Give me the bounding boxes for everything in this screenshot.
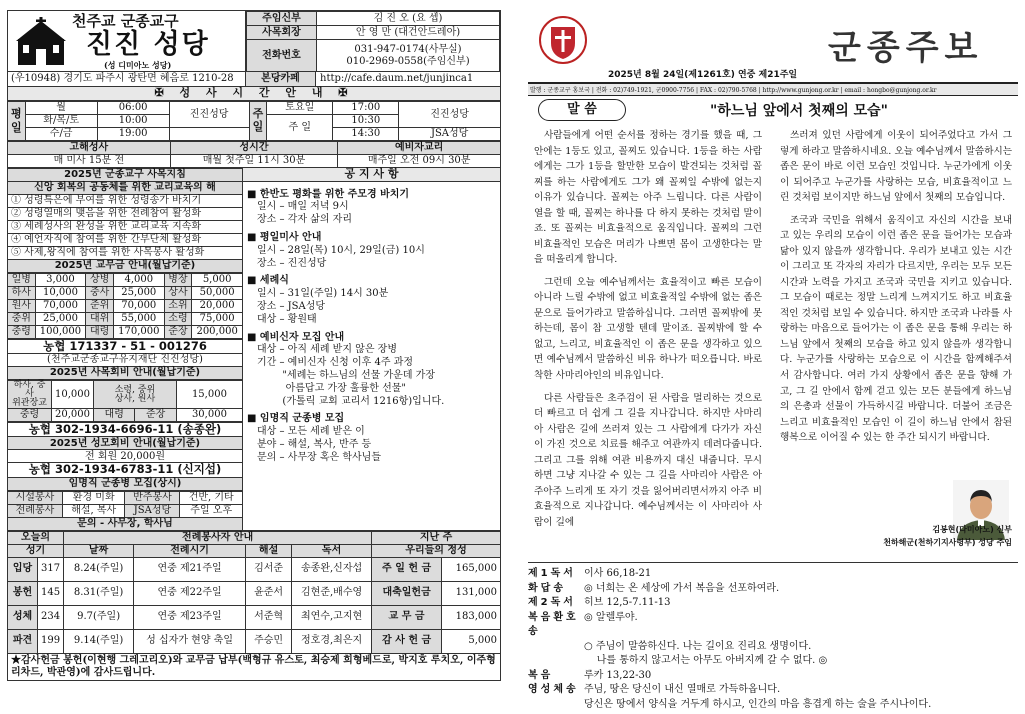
reading-text: ◎ 너희는 온 세상에 가서 복음을 선포하여라. [584, 582, 780, 594]
notice-list [243, 182, 501, 531]
vol-area: JSA성당 [125, 504, 180, 517]
notice-line: (가톨릭 교회 교리서 1216항)입니다. [257, 395, 445, 407]
notice-line: 대상 – 아직 세례 받지 않은 장병 [257, 344, 397, 356]
dues-table [7, 273, 243, 339]
reading-row [528, 669, 1018, 684]
cafe-label: 본당카페 [246, 72, 316, 86]
dues-amount: 75,000 [192, 313, 243, 326]
council-fee-title: 2025년 사목회비 안내(월납기준) [8, 367, 243, 380]
reading-label: 복음 [528, 669, 554, 681]
author-name: 김봉현(다미아노) 신부 [932, 525, 1012, 534]
mass-place: 진진성당 [169, 102, 249, 128]
fee-value: 20,000 [52, 409, 94, 422]
sermon-column-1 [534, 128, 762, 537]
dues-rank: 원사 [8, 300, 36, 313]
notice-line: 아름답고 가장 훌륭한 선물" [257, 382, 407, 394]
stats-ov: 131,000 [442, 581, 501, 605]
word-section-label: 말 씀 [538, 99, 626, 121]
reading-row [528, 567, 1018, 582]
stats-season: 연중 제21주일 [134, 557, 246, 581]
mass-day: 수/금 [25, 128, 97, 141]
vol-area: 전례봉사 [8, 504, 63, 517]
vol-detail: 환경 미화 [62, 491, 125, 504]
bank-holder: (천주교군종교구유지재단 진진성당) [8, 354, 243, 367]
mass-sunday-time: 14:30 [333, 128, 399, 141]
author-signature [883, 524, 1012, 550]
dues-rank: 중위 [8, 313, 36, 326]
stats-subheader: 해설 [246, 544, 292, 557]
pastoral-item: ⑤ 사제,왕직에 참여를 위한 사목봉사 활성화 [8, 247, 243, 260]
catechism-time: 매주일 오전 09시 30분 [338, 155, 501, 168]
weekday-label: 평일 [8, 102, 26, 141]
parish-header [7, 10, 501, 72]
notice-line: 일시 – 28일(목) 10시, 29일(금) 10시 [257, 244, 425, 256]
sermon-paragraph: 조국과 국민을 위해서 움직이고 자신의 시간을 보내고 있는 우리의 모습이 이런 좁은 문을 들어가는 모습과 닮아 있지 않을까 생각합니다. 우리가 보내고 있는 시간이 그리고 또 각자의 자리가 다르지만, 우리는 모두 모든 시간과 노력을 가지고 조국과 국민을 지키고 있습니다. 그 모습이 때로는 정말 느리게 느껴지기도 하고 비효율적인 것처럼 보일 수 있습니다. 하지만 조국과 나라를 사랑하는 마음으로 들어가는 이 좁은 문을 통해 우리는 하느님 앞에서 첫째의 모습을 하고 있지 않을까 생각합니다. 누군가를 사랑하는 모습으로 이 시간을 함께해주셔서 감사합니다. 여러 가지 상황에서 좁은 문을 향해 가고, 그 길 안에서 함께 걷고 있는 모든 분들에게 하느님의 은총과 선물이 가득하시길 바랍니다. 더불어 조금은 느리고 비효율적인 모습인 이 길이 하느님 안에서 참된 행복으로 이어질 수 있는 한 주간 되시기 바랍니다. [780, 214, 1012, 444]
sermon-paragraph: 사람들에게 어떤 순서를 정하는 경기를 했을 때, 그 안에는 1등도 있고, 꼴찌도 있습니다. 1등을 하는 사람에게는 그가 1등을 할만한 모습이 발견되는 것처럼 꼴찌를 하는 사람에게도 그가 왜 꼴찌일 수밖에 없는지 이유가 있습니다. 꼴찌는 아주 느립니다. 다른 사람이 열을 할 때, 꼴찌는 하나를 다 하지 못하는 것처럼 말이죠. 또 꼴찌는 비효율적으로 움직입니다. 꼴찌의 그런 비효율적인 모습은 머리가 나쁘면 몸이 고생한다는 말을 떠올리게 합니다. [534, 130, 762, 266]
dues-rank: 대령 [86, 326, 114, 339]
vol-area: 시설봉사 [8, 491, 63, 504]
notice-line: "세례는 하느님의 선물 가운데 가장 [257, 370, 435, 381]
stats-header: 지난 주 [372, 531, 501, 544]
mass-time: 10:00 [97, 115, 169, 128]
reading-text: 나를 통하지 않고서는 아무도 아버지께 갈 수 없다. ◎ [584, 655, 828, 666]
stats-ok: 주 일 헌 금 [372, 557, 442, 581]
notice-line: 장소 – 각자 삶의 자리 [257, 214, 352, 226]
notice-line: 분야 – 해설, 복사, 반주 등 [257, 438, 372, 450]
mass-day: 화/목/토 [25, 115, 97, 128]
reading-row [528, 654, 1018, 669]
reading-row [528, 698, 1018, 713]
church-name: 진진 성당 [86, 29, 210, 60]
confession-time: 매 미사 15분 전 [8, 155, 171, 168]
reading-text: 당신은 땅에서 양식을 거두게 하시고, 인간의 마음 흥겹게 하는 술을 주시나이다. [584, 698, 932, 710]
dues-rank: 대위 [86, 313, 114, 326]
vol-detail: 해설, 복사 [62, 504, 125, 517]
fee-rank: 소령, 중위 상사, 원사 [94, 381, 177, 409]
stats-ok: 교 무 금 [372, 605, 442, 629]
dues-rank: 일병 [8, 274, 36, 287]
reading-text: 루카 13,22-30 [584, 669, 652, 681]
stats-subheader: 전례시기 [134, 544, 246, 557]
dues-rank: 준위 [86, 300, 114, 313]
contact-value: 031-947-0174(사무실) 010-2969-0558(주임신부) [317, 40, 500, 72]
stats-season: 연중 제23주일 [134, 605, 246, 629]
stats-rd: 송종완,신자섭 [292, 557, 372, 581]
mass-sunday-time: 10:30 [333, 115, 399, 128]
stats-date: 9.14(주일) [64, 629, 134, 653]
sunday-label: 주일 [249, 102, 267, 141]
contact-label: 사목회장 [247, 26, 317, 40]
reading-row [528, 582, 1018, 597]
council-fee-table [7, 380, 243, 422]
dues-amount: 25,000 [113, 287, 164, 300]
stats-subheader: 성기 [8, 544, 64, 557]
stats-ov: 183,000 [442, 605, 501, 629]
catechism-header: 예비자교리 [338, 142, 501, 155]
stats-ok: 감 사 헌 금 [372, 629, 442, 653]
notice-line: 장소 – JSA성당 [257, 301, 326, 313]
confession-header: 고해성사 [8, 142, 171, 155]
stats-ov: 5,000 [442, 629, 501, 653]
dues-amount: 70,000 [35, 300, 86, 313]
address-row [7, 72, 501, 87]
reading-row [528, 640, 1018, 655]
sermon-title: "하느님 앞에서 첫째의 모습" [710, 103, 888, 119]
volunteer-title: 임명직 군종병 모집(상시) [8, 477, 243, 490]
contact-label: 전화번호 [247, 40, 317, 72]
notice-heading: ■ 평일미사 안내 [247, 232, 322, 244]
reading-row [528, 611, 1018, 640]
diocese-shield-logo [538, 15, 588, 65]
fee-rank: 준장 [135, 409, 176, 422]
dues-amount: 170,000 [113, 326, 164, 339]
mass-sunday-place: 진진성당 [399, 102, 501, 128]
stats-date: 9.7(주일) [64, 605, 134, 629]
stats-n: 317 [38, 557, 64, 581]
reading-text: 이사 66,18-21 [584, 568, 652, 579]
dues-amount: 70,000 [113, 300, 164, 313]
mothers-fee-title: 2025년 성모회비 안내(월납기준) [8, 437, 243, 450]
notice-line: 문의 – 사무장 혹은 학사님들 [257, 451, 381, 463]
stats-n: 145 [38, 581, 64, 605]
dues-rank: 소위 [164, 300, 192, 313]
reading-label: 영성체송 [528, 684, 579, 695]
dues-amount: 50,000 [192, 287, 243, 300]
pastoral-table [7, 168, 243, 273]
dues-rank: 중사 [86, 287, 114, 300]
stats-season: 연중 제22주일 [134, 581, 246, 605]
dues-amount: 4,000 [113, 274, 164, 287]
fee-rank: 대령 [94, 409, 135, 422]
dues-amount: 200,000 [192, 326, 243, 339]
stats-date: 8.31(주일) [64, 581, 134, 605]
dues-amount: 3,000 [35, 274, 86, 287]
fee-value: 15,000 [176, 381, 242, 409]
dues-rank: 병장 [164, 274, 192, 287]
dues-rank: 상사 [164, 287, 192, 300]
church-subtitle: (성 디미아노 성당) [104, 60, 172, 70]
stats-rd: 김현준,배수영 [292, 581, 372, 605]
fee-rank: 하사, 중사 위관장교 [8, 381, 52, 409]
notice-line: 대상 – 황원태 [257, 313, 317, 325]
mass-place [169, 128, 249, 141]
stats-k: 성체 [8, 605, 38, 629]
stats-n: 234 [38, 605, 64, 629]
reading-label [528, 640, 584, 655]
dues-rank: 소령 [164, 313, 192, 326]
pastoral-title: 2025년 군종교구 사목지침 [8, 169, 243, 182]
stats-k: 입당 [8, 557, 38, 581]
stats-com: 김서준 [246, 557, 292, 581]
mass-banner: ✠ 성 사 시 간 안 내 ✠ [7, 87, 501, 101]
bank-account-mothers: 농협 302-1934-6783-11 (신지섭) [8, 463, 243, 477]
notice-line: 일시 – 매일 저녁 9시 [257, 201, 349, 213]
fee-value: 30,000 [176, 409, 242, 422]
readings-list [528, 562, 1018, 712]
dues-rank: 상병 [86, 274, 114, 287]
notice-heading: ■ 임명직 군종병 모집 [247, 413, 345, 425]
dues-title: 2025년 교무금 안내(월납기준) [8, 260, 243, 273]
vol-area: 반주봉사 [125, 491, 180, 504]
mass-sunday-place: JSA성당 [399, 128, 501, 141]
church-icon [14, 17, 68, 65]
stats-com: 서준혁 [246, 605, 292, 629]
stats-com: 윤준서 [246, 581, 292, 605]
fee-rank: 중령 [8, 409, 52, 422]
stats-subheader: 날짜 [64, 544, 134, 557]
dues-rank: 중령 [8, 326, 36, 339]
notice-line: 일시 – 31일(주일) 14시 30분 [257, 288, 389, 300]
holy-hour-time: 매월 첫주일 11시 30분 [170, 155, 338, 168]
dues-amount: 10,000 [35, 287, 86, 300]
pastoral-item: ① 성령특은에 부여를 위한 성령송가 바치기 [8, 195, 243, 208]
notice-heading: ■ 예비신자 모집 안내 [247, 331, 345, 343]
reading-text: 히브 12,5-7.11-13 [584, 597, 671, 608]
dues-amount: 55,000 [113, 313, 164, 326]
pastoral-item: ③ 세례성사의 완성을 위한 교리교육 지속화 [8, 221, 243, 234]
bulletin-title: 군종주보 [828, 28, 984, 68]
stats-subheader: 우리들의 정성 [372, 544, 501, 557]
author-parish: 천하해군(천하기지사령부) 성당 주임 [883, 537, 1012, 547]
dues-amount: 100,000 [35, 326, 86, 339]
vol-detail: 건반, 기타 [180, 491, 243, 504]
sermon-paragraph: 다른 사람들은 초주검이 된 사람을 멀리하는 것으로 더 빠르고 더 쉽게 그 길을 지나갑니다. 하지만 사마리아 사람은 길에 쓰러져 있는 그 사람에게 다가가 자신이 가진 것으로 치료를 해주고 여관까지 데려다줍니다. 그리고 그를 위해 여관 비용까지 대신 내줍니다. 무시하면 그냥 지나갈 수 있는 그 길을 사마리아 사람은 아주아주 느리게 또 자기 것을 잃어버리면서까지 아주 비효율적으로 지나갑니다. 예수님께서는 이 사마리아 사람이 길에 [534, 392, 762, 528]
mothers-fee-value: 전 회원 20,000원 [8, 450, 243, 463]
parish-line: 천주교 군종교구 [72, 12, 179, 30]
parish-bulletin-page [7, 10, 501, 710]
address: (우10948) 경기도 파주시 광탄면 혜음로 1210-28 [8, 72, 246, 86]
pastoral-subtitle: 신앙 회복의 공동체를 위한 교리교육의 해 [8, 182, 243, 195]
mass-sunday-time: 17:00 [333, 102, 399, 115]
stats-subheader: 독서 [292, 544, 372, 557]
stats-k: 봉헌 [8, 581, 38, 605]
stats-season: 성 십자가 현양 축일 [134, 629, 246, 653]
pastoral-item: ② 성령열매의 맺음을 위한 전례참여 활성화 [8, 208, 243, 221]
gunjong-bulletin-page [528, 10, 1018, 710]
fee-value: 10,000 [52, 381, 94, 409]
reading-text: 주님, 땅은 당신이 내신 열매로 가득하옵니다. [584, 684, 781, 695]
dues-rank: 하사 [8, 287, 36, 300]
stats-k: 파견 [8, 629, 38, 653]
thanks-footer: ★감사헌금 봉헌(이현행 그레고리오)와 교무금 납부(백형규 유스토, 최승제 희형베드로, 박지호 루치오, 이주형 리차드, 박관영)에 감사드립니다. [7, 654, 501, 681]
contact-label: 주임신부 [247, 12, 317, 26]
mass-day: 월 [25, 102, 97, 115]
contact-value: 안 영 만 (대건안드레아) [317, 26, 500, 40]
stats-header: 오늘의 [8, 531, 64, 544]
stats-date: 8.24(주일) [64, 557, 134, 581]
mass-time: 06:00 [97, 102, 169, 115]
contact-value: 김 진 오 (요 셉) [317, 12, 500, 26]
pastoral-item: ④ 예언자직에 참여를 위한 간부단체 활성화 [8, 234, 243, 247]
stats-rd: 정호경,최은지 [292, 629, 372, 653]
reading-label [528, 698, 584, 713]
sermon-paragraph: 쓰러져 있던 사람에게 이웃이 되어주었다고 가서 그렇게 하라고 말씀하시네요. 오늘 예수님께서 말씀하시는 좁은 문이 바로 이런 모습인 것입니다. 누군가에게 이웃이 되어주고 누군가를 사랑하는 모습, 비효율적이고 느린 것처럼 보이지만 하느님 앞에서 첫째의 모습입니다. [780, 130, 1012, 204]
stats-table [7, 531, 501, 654]
dues-amount: 5,000 [192, 274, 243, 287]
reading-label: 복음환호송 [528, 611, 579, 637]
sermon-paragraph: 그런데 오늘 예수님께서는 효율적이고 빠른 모습이 아니라 느릴 수밖에 없고 비효율적일 수밖에 없는 좁은 문으로 들어가라고 말씀하십니다. 그러면 꼴찌밖에 못하는데, 몸이 참 고생할 텐데 말이죠. 꼴찌밖에 할 수 없고, 느리고, 비효율적인 이 좁은 문을 생각하고 있으면 예수님께서 말씀하신 비유 하나가 떠오릅니다. 바로 착한 사마리아인의 비유입니다. [534, 276, 762, 381]
stats-com: 주승민 [246, 629, 292, 653]
reading-text: ○ 주님이 말씀하신다. 나는 길이요 진리요 생명이다. [584, 640, 812, 652]
issue-date: 2025년 8월 24일(제1261호) 연중 제21주일 [608, 70, 798, 80]
stats-header: 전례봉사자 안내 [64, 531, 372, 544]
stats-ov: 165,000 [442, 557, 501, 581]
vol-detail: 주일 오후 [180, 504, 243, 517]
dues-rank: 준장 [164, 326, 192, 339]
reading-label [528, 654, 584, 669]
sermon-column-2 [780, 128, 1012, 453]
bank-account-dues: 농협 171337 - 51 - 001276 [8, 340, 243, 354]
reading-label: 제1독서 [528, 568, 576, 579]
reading-row [528, 596, 1018, 611]
left-info-column [7, 168, 243, 531]
mass-sunday-day: 주 일 [267, 115, 333, 141]
mass-time: 19:00 [97, 128, 169, 141]
notice-heading: ■ 한반도 평화를 위한 주모경 바치기 [247, 188, 410, 200]
notice-line: 기간 – 예비신자 신청 이후 4주 과정 [257, 357, 414, 369]
reading-label: 제2독서 [528, 597, 576, 608]
stats-n: 199 [38, 629, 64, 653]
bank-account-council: 농협 302-1934-6696-11 (송종완) [8, 423, 243, 437]
notice-line: 대상 – 모든 세례 받은 이 [257, 426, 365, 438]
volunteer-contact: 문의 - 사무장, 학사님 [8, 517, 243, 530]
reading-row [528, 683, 1018, 698]
stats-rd: 최연수,고지현 [292, 605, 372, 629]
reading-label: 화답송 [528, 582, 566, 594]
publisher-info: 발행 : 군종교구 홍보국 | 전화 : 02)749-1921, 군0900-7756 | FAX : 02)790-5768 | http://www.gunjong.or.kr | email : hongbo@gunjong.or.kr [528, 82, 1018, 96]
notice-heading: ■ 세례식 [247, 275, 289, 287]
volunteer-table [7, 491, 243, 531]
sacrament-table [7, 141, 501, 168]
mass-table [7, 101, 501, 141]
dues-amount: 20,000 [192, 300, 243, 313]
reading-text: ◎ 알렐루야. [584, 611, 638, 623]
stats-ok: 대축일헌금 [372, 581, 442, 605]
holy-hour-header: 성시간 [170, 142, 338, 155]
mass-sunday-day: 토요일 [267, 102, 333, 115]
notice-title: 공 지 사 항 [243, 168, 501, 182]
notice-line: 장소 – 진진성당 [257, 257, 327, 269]
cafe-link[interactable]: http://cafe.daum.net/junjinca1 [320, 73, 474, 85]
contact-table [246, 11, 500, 72]
dues-amount: 25,000 [35, 313, 86, 326]
